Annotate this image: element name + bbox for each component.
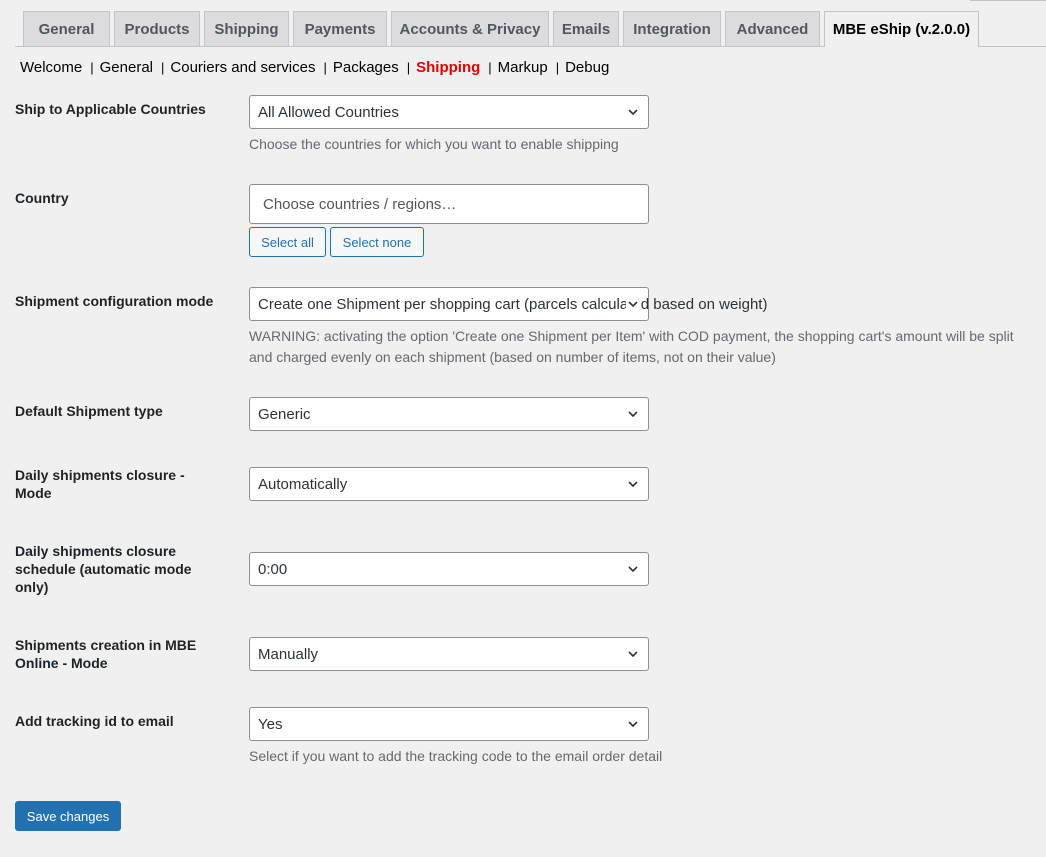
closure-schedule-select[interactable]	[249, 552, 649, 586]
closure-schedule-value: 0:00	[258, 560, 288, 578]
tab-accounts-privacy[interactable]: Accounts & Privacy	[391, 11, 549, 46]
settings-tabs	[15, 0, 1046, 47]
subnav-shipping[interactable]: Shipping	[416, 58, 481, 76]
subnav-debug[interactable]: Debug	[565, 58, 610, 76]
tracking-email-select[interactable]	[249, 707, 649, 741]
closure-mode-select[interactable]	[249, 467, 649, 501]
subnav-separator: |	[90, 59, 94, 75]
shipment-mode-select[interactable]	[249, 287, 768, 321]
tab-advanced[interactable]: Advanced	[725, 11, 820, 46]
save-changes-button[interactable]: Save changes	[15, 801, 121, 831]
country-placeholder: Choose countries / regions…	[263, 195, 457, 213]
chevron-down-icon	[626, 477, 640, 491]
section-subnav	[20, 57, 609, 77]
chevron-down-icon	[626, 297, 640, 311]
chevron-down-icon	[626, 105, 640, 119]
chevron-down-icon	[626, 562, 640, 576]
tab-integration[interactable]: Integration	[623, 11, 721, 46]
tab-shipping[interactable]: Shipping	[204, 11, 289, 46]
shipment-mode-label: Shipment configuration mode	[15, 293, 214, 309]
subnav-separator: |	[555, 59, 560, 75]
subnav-separator: |	[161, 59, 165, 75]
creation-mode-label: Shipments creation in MBE Online - Mode	[15, 637, 197, 671]
subnav-packages[interactable]: Packages	[332, 58, 399, 76]
shipment-mode-value: Create one Shipment per shopping cart (parcels calculated based on weight)	[258, 295, 768, 313]
subnav-couriers-services[interactable]: Couriers and services	[170, 58, 316, 76]
subnav-markup[interactable]: Markup	[497, 58, 548, 76]
subnav-separator: |	[323, 59, 327, 75]
creation-mode-select[interactable]	[249, 637, 649, 671]
subnav-separator: |	[488, 59, 492, 75]
ship-countries-label: Ship to Applicable Countries	[15, 101, 206, 117]
chevron-down-icon	[626, 647, 640, 661]
tab-emails[interactable]: Emails	[553, 11, 619, 46]
tracking-email-description: Select if you want to add the tracking code to the email order detail	[249, 748, 663, 764]
default-type-select[interactable]	[249, 397, 649, 431]
closure-schedule-label: Daily shipments closure schedule (automatic mode only)	[15, 543, 192, 595]
ship-countries-value: All Allowed Countries	[258, 103, 399, 121]
shipment-mode-warning: WARNING: activating the option 'Create one Shipment per Item' with COD payment, the shopping cart's amount will be split and charged evenly on each shipment (based on number of items, not on their value)	[249, 328, 1014, 365]
subnav-general[interactable]: General	[99, 58, 154, 76]
tab-general[interactable]: General	[23, 11, 110, 46]
tracking-email-label: Add tracking id to email	[15, 713, 174, 729]
ship-countries-select[interactable]	[249, 95, 649, 129]
select-none-button[interactable]: Select none	[330, 227, 424, 257]
tracking-email-value: Yes	[258, 715, 283, 733]
subnav-welcome[interactable]: Welcome	[20, 58, 83, 76]
tabs-top-border	[970, 0, 1046, 1]
chevron-down-icon	[626, 407, 640, 421]
country-multiselect[interactable]	[249, 184, 649, 224]
subnav-separator: |	[406, 59, 411, 75]
chevron-down-icon	[626, 717, 640, 731]
default-type-label: Default Shipment type	[15, 403, 163, 419]
closure-mode-value: Automatically	[258, 475, 348, 493]
country-label: Country	[15, 190, 69, 206]
select-all-button[interactable]: Select all	[249, 227, 326, 257]
tab-mbe-eship[interactable]: MBE eShip (v.2.0.0)	[824, 11, 979, 47]
closure-mode-label: Daily shipments closure - Mode	[15, 467, 185, 501]
tab-payments[interactable]: Payments	[293, 11, 387, 46]
creation-mode-value: Manually	[258, 645, 319, 663]
tab-products[interactable]: Products	[114, 11, 200, 46]
default-type-value: Generic	[258, 405, 311, 423]
ship-countries-description: Choose the countries for which you want to enable shipping	[249, 136, 619, 152]
